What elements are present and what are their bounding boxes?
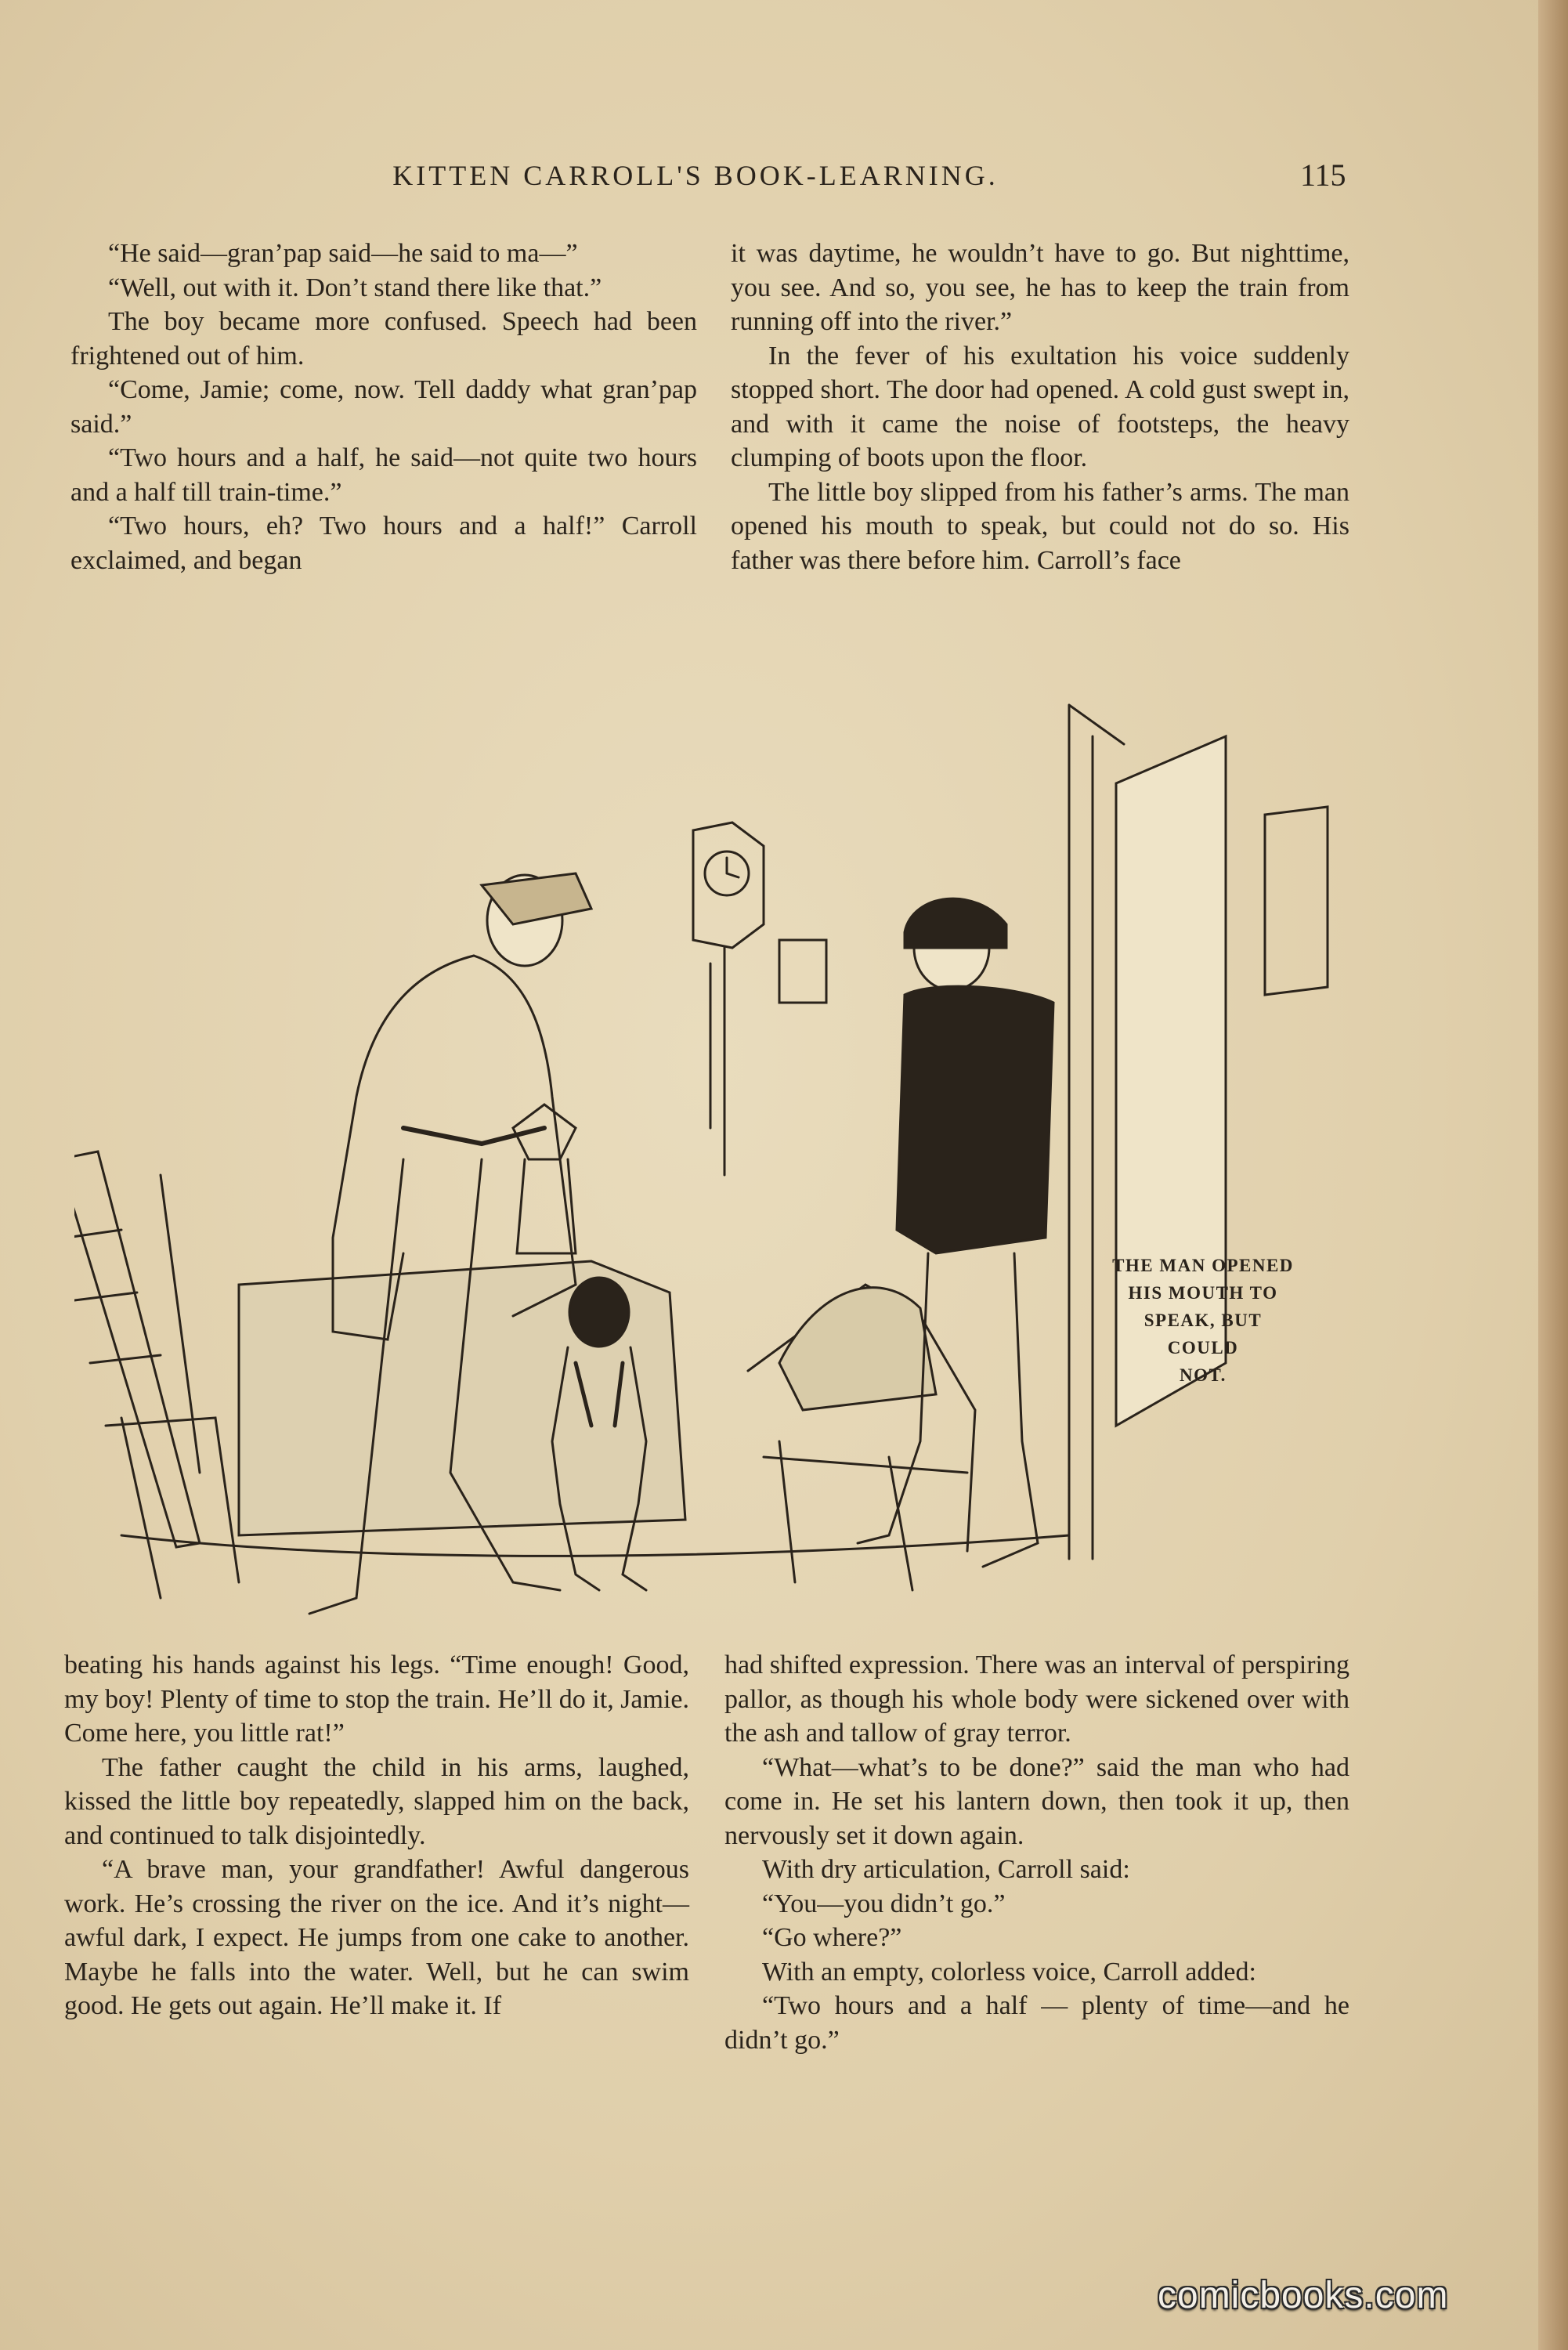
paragraph: “Two hours and a half, he said—not quite two hours and a half till train-time.”: [70, 443, 697, 507]
floor-shadow: [121, 1535, 1069, 1556]
illustration-caption: THE MAN OPENED HIS MOUTH TO SPEAK, BUT COULD NOT.: [1112, 1256, 1294, 1385]
page-number: 115: [1300, 157, 1346, 193]
paragraph: “What—what’s to be done?” said the man who had come in. He set his lantern down, then took it up, then nervously set it down again.: [724, 1752, 1349, 1850]
text-column-top-left: [70, 237, 697, 577]
paragraph: beating his hands against his legs. “Time enough! Good, my boy! Plenty of time to stop the train. He’ll do it, Jamie. Come here, you little rat!”: [64, 1650, 689, 1748]
text-column-bottom-right: [724, 1648, 1349, 2057]
watermark: comicbooks.com: [1158, 2275, 1449, 2316]
paragraph: “Come, Jamie; come, now. Tell daddy what gran’pap said.”: [70, 375, 697, 439]
text-column-top-right: [731, 237, 1349, 577]
paragraph: “Two hours and a half — plenty of time—and he didn’t go.”: [724, 1991, 1349, 2055]
running-title: KITTEN CARROLL'S BOOK-LEARNING.: [392, 160, 999, 191]
paragraph: In the fever of his exultation his voice suddenly stopped short. The door had opened. A cold gust swept in, and with it came the noise of footsteps, the heavy clumping of boots upon the floor.: [731, 341, 1349, 472]
wall-clock-icon: [693, 822, 764, 1175]
paragraph: “Well, out with it. Don’t stand there like that.”: [108, 273, 602, 302]
page-edge: [1538, 0, 1568, 2350]
paragraph: With an empty, colorless voice, Carroll added:: [762, 1957, 1256, 1987]
paragraph: “Two hours, eh? Two hours and a half!” Carroll exclaimed, and began: [70, 512, 697, 575]
draped-coat: [779, 1288, 936, 1410]
paragraph: The father caught the child in his arms, laughed, kissed the little boy repeatedly, slapped him on the back, and continued to talk disjointedly.: [64, 1752, 689, 1850]
paragraph: The little boy slipped from his father’s arms. The man opened his mouth to speak, but could not do so. His father was there before him. Carroll’s face: [731, 477, 1349, 575]
chair-left: [74, 1152, 239, 1598]
paragraph: With dry articulation, Carroll said:: [762, 1855, 1130, 1884]
paragraph: “You—you didn’t go.”: [762, 1889, 1006, 1918]
paragraph: had shifted expression. There was an interval of perspiring pallor, as though his whole body were sickened over with the ash and tallow of gray terror.: [724, 1650, 1349, 1748]
paragraph: it was daytime, he wouldn’t have to go. But nighttime, you see. And so, you see, he has to keep the train from running off into the river.”: [731, 239, 1349, 336]
paragraph: “A brave man, your grandfather! Awful dangerous work. He’s crossing the river on the ice. And it’s night—awful dark, I expect. He jumps from one cake to another. Maybe he falls into the water. Well, but he can swim good. He gets out again. He’ll make it. If: [64, 1855, 689, 2020]
paragraph: “He said—gran’pap said—he said to ma—”: [108, 239, 578, 268]
paragraph: “Go where?”: [762, 1923, 902, 1952]
illustration: [74, 689, 1359, 1629]
paragraph: The boy became more confused. Speech had been frightened out of him.: [70, 307, 697, 371]
window-frame: [1265, 807, 1328, 995]
text-column-bottom-left: [64, 1648, 689, 2023]
wall-picture: [779, 940, 826, 1003]
